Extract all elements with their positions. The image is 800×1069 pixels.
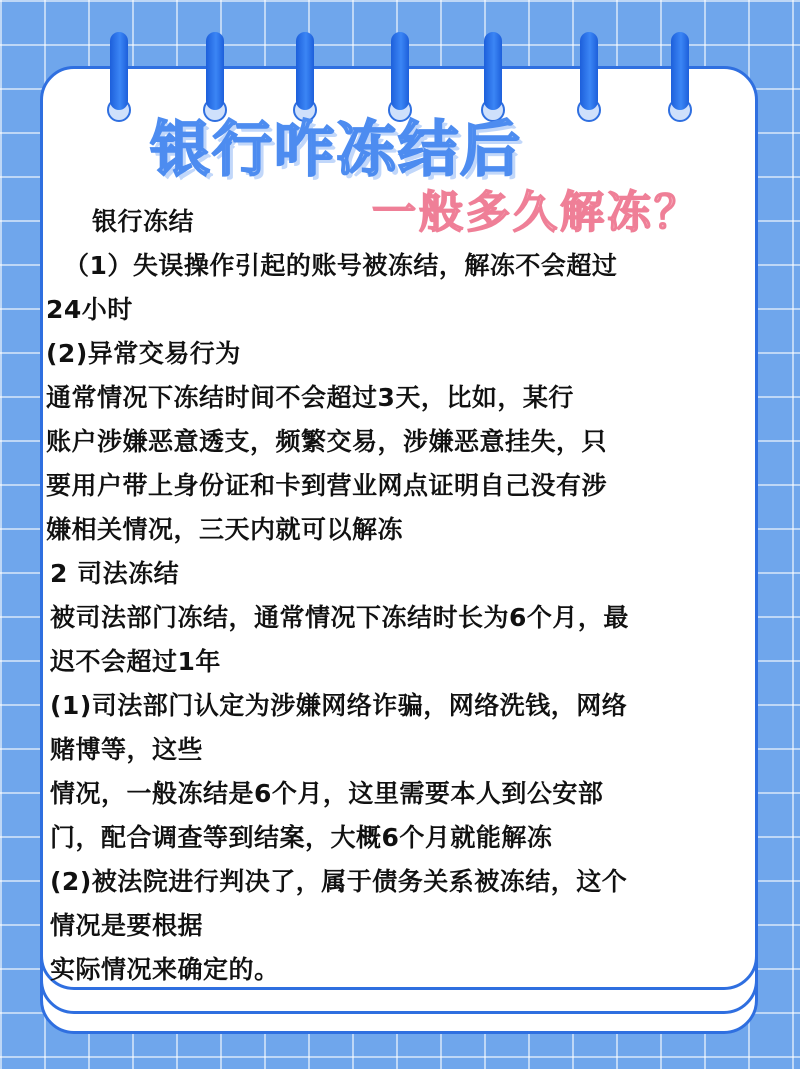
text-line: 情况，一般冻结是6个月，这里需要本人到公安部: [50, 779, 604, 808]
text-line: 银行冻结: [92, 207, 195, 236]
text-line: 情况是要根据: [50, 911, 204, 940]
text-line: 门，配合调查等到结案，大概6个月就能解冻: [50, 823, 553, 852]
article-body: [46, 200, 776, 992]
text-line: 实际情况来确定的。: [50, 955, 280, 984]
text-line: 赌博等，这些: [50, 735, 204, 764]
text-line: 要用户带上身份证和卡到营业网点证明自己没有涉: [46, 471, 608, 500]
text-line: 嫌相关情况，三天内就可以解冻: [46, 515, 404, 544]
binder-ring-icon: [104, 32, 134, 122]
text-line: 账户涉嫌恶意透支，频繁交易，涉嫌恶意挂失，只: [46, 427, 608, 456]
text-line: 被司法部门冻结，通常情况下冻结时长为6个月，最: [50, 603, 629, 632]
text-line: （1）失误操作引起的账号被冻结，解冻不会超过: [64, 251, 618, 280]
text-line: 24小时: [46, 295, 133, 324]
text-line: 2 司法冻结: [50, 559, 180, 588]
text-line: (2)被法院进行判决了，属于债务关系被冻结，这个: [50, 867, 628, 896]
page-subtitle: 一般多久解冻？: [372, 187, 701, 238]
text-line: (2)异常交易行为: [46, 339, 241, 368]
binder-ring-icon: [574, 32, 604, 122]
page-title: 银行咋冻结后: [150, 115, 522, 185]
binder-ring-icon: [665, 32, 695, 122]
text-line: 通常情况下冻结时间不会超过3天，比如，某行: [46, 383, 574, 412]
text-line: (1)司法部门认定为涉嫌网络诈骗，网络洗钱，网络: [50, 691, 628, 720]
text-line: 迟不会超过1年: [50, 647, 221, 676]
